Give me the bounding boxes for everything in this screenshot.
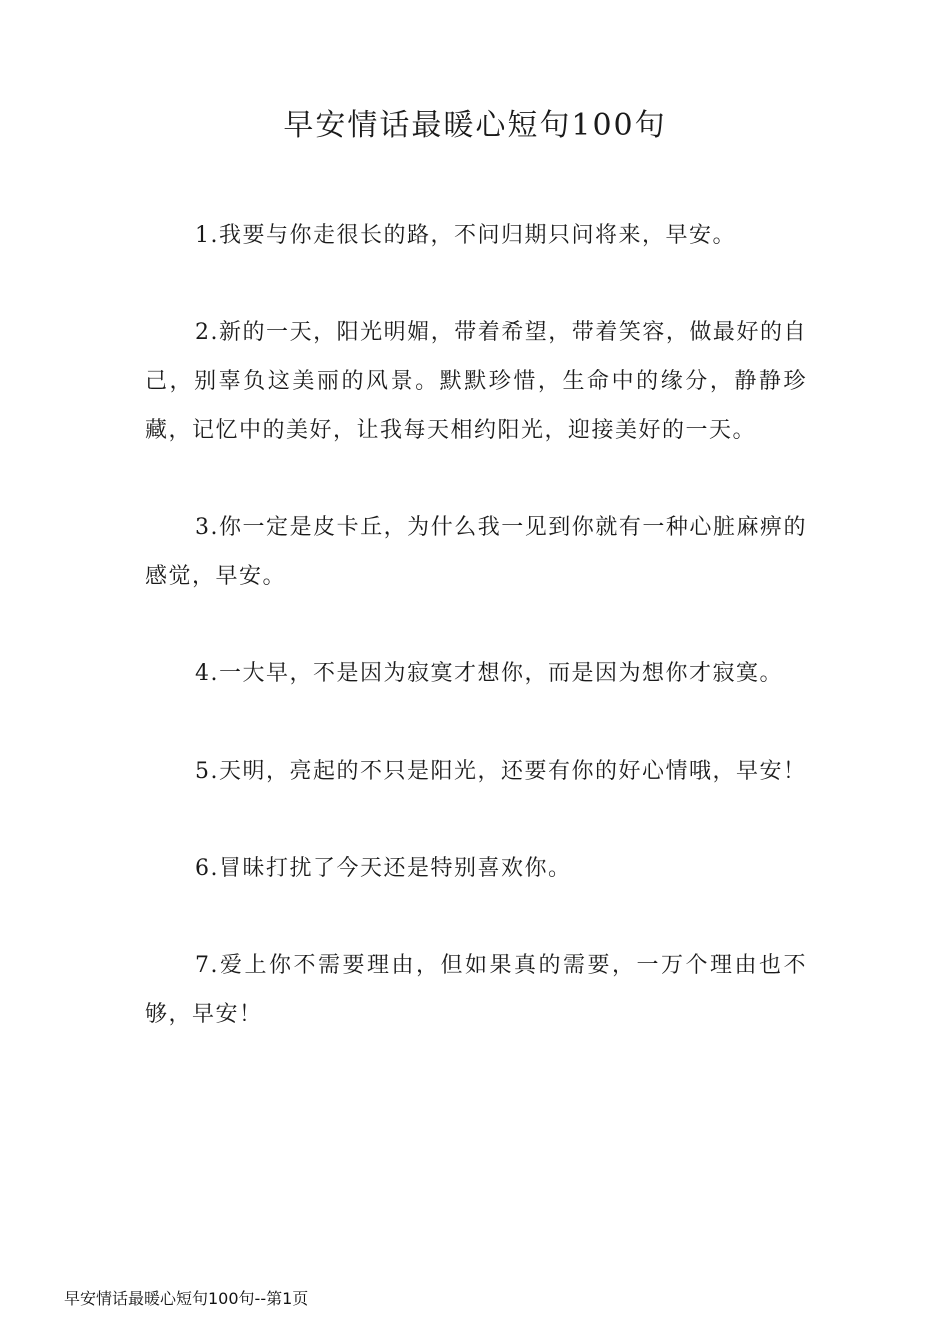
paragraph-spacer: [145, 894, 807, 943]
quote-paragraph-6: 6.冒昧打扰了今天还是特别喜欢你。: [195, 856, 572, 882]
paragraph-spacer: [145, 602, 807, 651]
quote-paragraph-3: 3.你一定是皮卡丘，为什么我一见到你就有一种心脏麻痹的感觉，早安。: [145, 515, 807, 589]
quote-paragraph-1: 1.我要与你走很长的路，不问归期只问将来，早安。: [195, 223, 736, 248]
quote-paragraph-7: 7.爱上你不需要理由，但如果真的需要，一万个理由也不够，早安！: [145, 953, 807, 1028]
paragraph-spacer: [145, 261, 807, 310]
page-footer: 早安情话最暖心短句100句--第1页: [64, 1289, 309, 1308]
page-title: 早安情话最暖心短句100句: [283, 108, 667, 143]
quote-paragraph-5: 5.天明，亮起的不只是阳光，还要有你的好心情哦，早安！: [195, 758, 807, 784]
document-body: [145, 212, 807, 1040]
quote-paragraph-2: 2.新的一天，阳光明媚，带着希望，带着笑容，做最好的自己，别辜负这美丽的风景。默默珍惜，生命中的缘分，静静珍藏，记忆中的美好，让我每天相约阳光，迎接美好的一天。: [145, 320, 807, 443]
paragraph-spacer: [145, 796, 807, 845]
quote-paragraph-4: 4.一大早，不是因为寂寞才想你，而是因为想你才寂寞。: [195, 661, 783, 687]
paragraph-spacer: [145, 699, 807, 748]
paragraph-spacer: [145, 456, 807, 505]
